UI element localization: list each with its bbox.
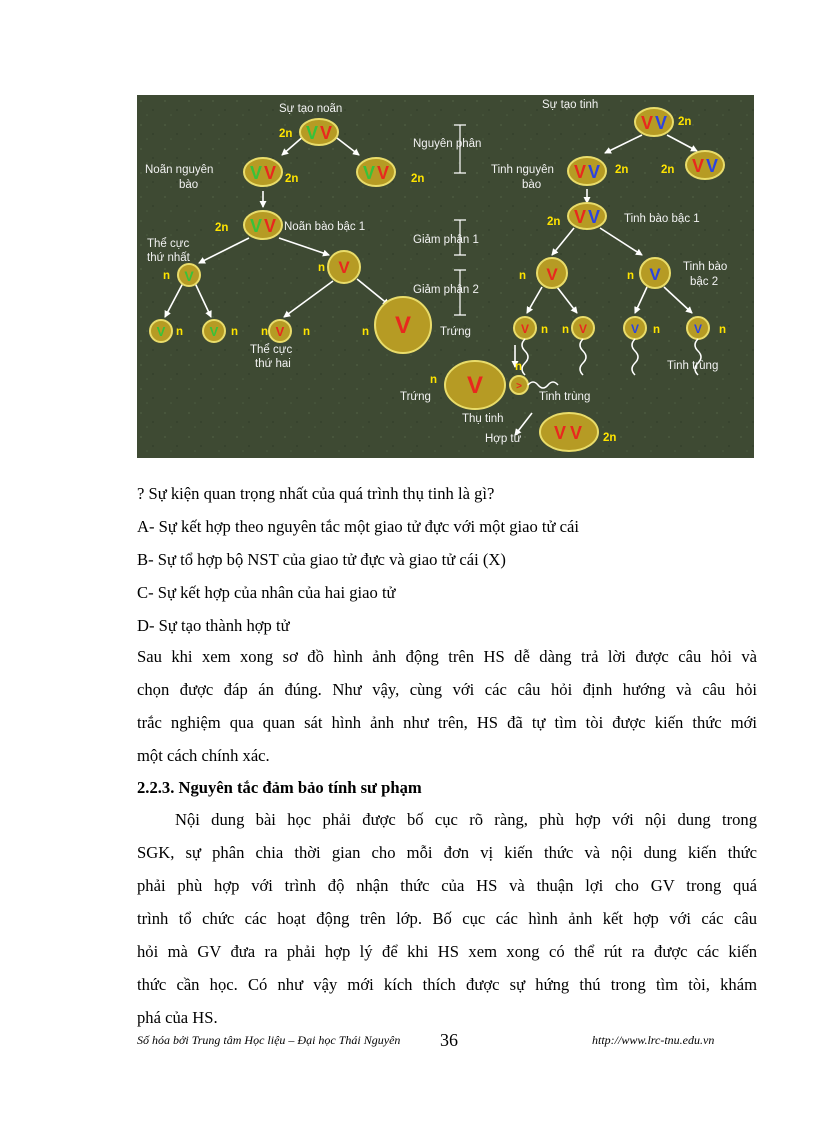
label-right-title: Sự tạo tinh — [542, 99, 599, 111]
label-the-cuc-thu-nhat: Thể cực — [147, 238, 190, 250]
ploidy-label: 2n — [661, 164, 675, 176]
label-left-title: Sự tạo noãn — [279, 103, 343, 115]
gametogenesis-diagram — [137, 95, 754, 458]
ploidy-label: n — [303, 326, 311, 338]
svg-text:V: V — [569, 423, 583, 443]
paragraph-2-line: phá của HS. — [137, 1008, 218, 1027]
svg-text:V: V — [573, 207, 587, 227]
svg-text:V: V — [275, 324, 285, 339]
section-heading: 2.2.3. Nguyên tắc đảm bảo tính sư phạm — [137, 778, 422, 797]
svg-text:V: V — [654, 113, 668, 133]
label-nguyen-phan: Nguyên phân — [413, 138, 482, 150]
ploidy-label: n — [362, 326, 370, 338]
label-tinh-bao-bac-2: Tinh bào — [683, 261, 728, 273]
question-text: ? Sự kiện quan trọng nhất của quá trình thụ tinh là gì? — [137, 484, 495, 503]
label-tinh-bao-bac-2-b: bậc 2 — [690, 276, 719, 288]
label-tinh-nguyen-bao: Tinh nguyên — [491, 164, 554, 176]
paragraph-1-line: chọn được đáp án đúng. Như vậy, cùng với các câu hỏi định hướng và câu hỏi — [137, 680, 757, 699]
paragraph-2-line: hỏi mà GV đưa ra phải hợp lý để khi HS xem xong có thể rút ra được các kiến — [137, 942, 757, 961]
footer-source: Số hóa bởi Trung tâm Học liệu – Đại học Thái Nguyên — [137, 1033, 401, 1047]
ploidy-label: n — [261, 326, 269, 338]
svg-text:V: V — [640, 113, 654, 133]
svg-text:V: V — [319, 123, 333, 143]
label-tinh-trung-2: Tinh trùng — [539, 391, 591, 403]
label-thu-tinh: Thụ tinh — [462, 413, 504, 425]
ploidy-label: n — [519, 270, 527, 282]
ploidy-label: n — [515, 361, 523, 373]
option-c: C- Sự kết hợp của nhân của hai giao tử — [137, 583, 396, 602]
svg-text:V: V — [693, 322, 703, 336]
svg-text:V: V — [338, 258, 350, 277]
option-d: D- Sự tạo thành hợp tử — [137, 616, 290, 635]
ploidy-label: 2n — [215, 222, 229, 234]
ploidy-label: n — [719, 324, 727, 336]
paragraph-2-line: Nội dung bài học phải được bố cục rõ ràng, phù hợp với nội dung trong — [175, 810, 757, 829]
svg-text:>: > — [516, 381, 522, 392]
footer-url: http://www.lrc-tnu.edu.vn — [592, 1033, 715, 1047]
label-tinh-bao-bac-1: Tinh bào bậc 1 — [624, 213, 700, 225]
svg-text:V: V — [630, 322, 640, 336]
ploidy-label: n — [176, 326, 184, 338]
svg-text:V: V — [305, 123, 319, 143]
ploidy-label: 2n — [603, 432, 617, 444]
svg-text:V: V — [156, 324, 166, 339]
ploidy-label: 2n — [285, 173, 299, 185]
svg-text:V: V — [520, 322, 530, 336]
paragraph-2-line: thức cần học. Có như vậy mới kích thích được sự hứng thú trong tìm tòi, khám — [137, 975, 757, 994]
label-the-cuc-thu-hai: Thể cực — [250, 344, 293, 356]
label-the-cuc-thu-nhat-2: thứ nhất — [147, 252, 190, 264]
svg-text:V: V — [705, 156, 719, 176]
ploidy-label: n — [430, 374, 438, 386]
ploidy-label: n — [231, 326, 239, 338]
svg-text:V: V — [691, 156, 705, 176]
svg-text:V: V — [394, 312, 412, 339]
svg-text:V: V — [573, 162, 587, 182]
paragraph-2-line: trình tổ chức các hoạt động trên lớp. Bố cục các hình ảnh kết hợp với các câu — [137, 909, 757, 928]
ploidy-label: 2n — [411, 173, 425, 185]
page-number: 36 — [440, 1030, 458, 1050]
label-giam-phan-1: Giảm phân 1 — [413, 234, 479, 246]
ploidy-label: n — [318, 262, 326, 274]
svg-text:V: V — [263, 163, 277, 183]
ploidy-label: 2n — [547, 216, 561, 228]
label-noan-bao-bac-1: Noãn bào bậc 1 — [284, 221, 366, 233]
label-trung-2: Trứng — [400, 391, 431, 403]
paragraph-1-line: một cách chính xác. — [137, 746, 270, 765]
label-the-cuc-thu-hai-2: thứ hai — [255, 358, 291, 370]
svg-text:V: V — [362, 163, 376, 183]
svg-text:V: V — [376, 163, 390, 183]
svg-text:V: V — [249, 163, 263, 183]
svg-text:V: V — [263, 216, 277, 236]
paragraph-1-line: Sau khi xem xong sơ đồ hình ảnh động trên HS dễ dàng trả lời được câu hỏi và — [137, 647, 757, 666]
ploidy-label: n — [627, 270, 635, 282]
label-noan-nguyen-bao-2: bào — [179, 179, 199, 191]
ploidy-label: n — [163, 270, 171, 282]
ploidy-label: 2n — [615, 164, 629, 176]
svg-text:V: V — [587, 207, 601, 227]
svg-text:V: V — [587, 162, 601, 182]
ploidy-label: n — [653, 324, 661, 336]
ploidy-label: n — [541, 324, 549, 336]
svg-text:V: V — [249, 216, 263, 236]
ploidy-label: n — [562, 324, 570, 336]
svg-text:V: V — [209, 324, 219, 339]
label-trung: Trứng — [440, 326, 471, 338]
svg-text:V: V — [553, 423, 567, 443]
svg-text:V: V — [466, 372, 484, 399]
option-b: B- Sự tổ hợp bộ NST của giao tử đực và giao tử cái (X) — [137, 550, 506, 569]
paragraph-2-line: SGK, sự phân chia thời gian cho mỗi đơn vị kiến thức và nội dung kiến thức — [137, 843, 757, 862]
label-giam-phan-2: Giảm phân 2 — [413, 284, 479, 296]
ploidy-label: 2n — [678, 116, 692, 128]
label-tinh-trung: Tinh trùng — [667, 360, 719, 372]
paragraph-2-line: phải phù hợp với trình độ nhận thức của HS và thuận lợi cho GV trong quá — [137, 876, 757, 895]
svg-text:V: V — [649, 265, 661, 284]
svg-text:V: V — [546, 265, 558, 284]
option-a: A- Sự kết hợp theo nguyên tắc một giao tử đực với một giao tử cái — [137, 517, 580, 536]
svg-text:V: V — [578, 322, 588, 336]
ploidy-label: 2n — [279, 128, 293, 140]
svg-text:V: V — [184, 268, 194, 284]
label-tinh-nguyen-bao-2: bào — [522, 179, 542, 191]
paragraph-1-line: trắc nghiệm qua quan sát hình ảnh như trên, HS đã tự tìm tòi được kiến thức mới — [137, 713, 757, 732]
label-noan-nguyen-bao: Noãn nguyên — [145, 164, 214, 176]
label-hop-tu: Hợp tử — [485, 433, 522, 445]
